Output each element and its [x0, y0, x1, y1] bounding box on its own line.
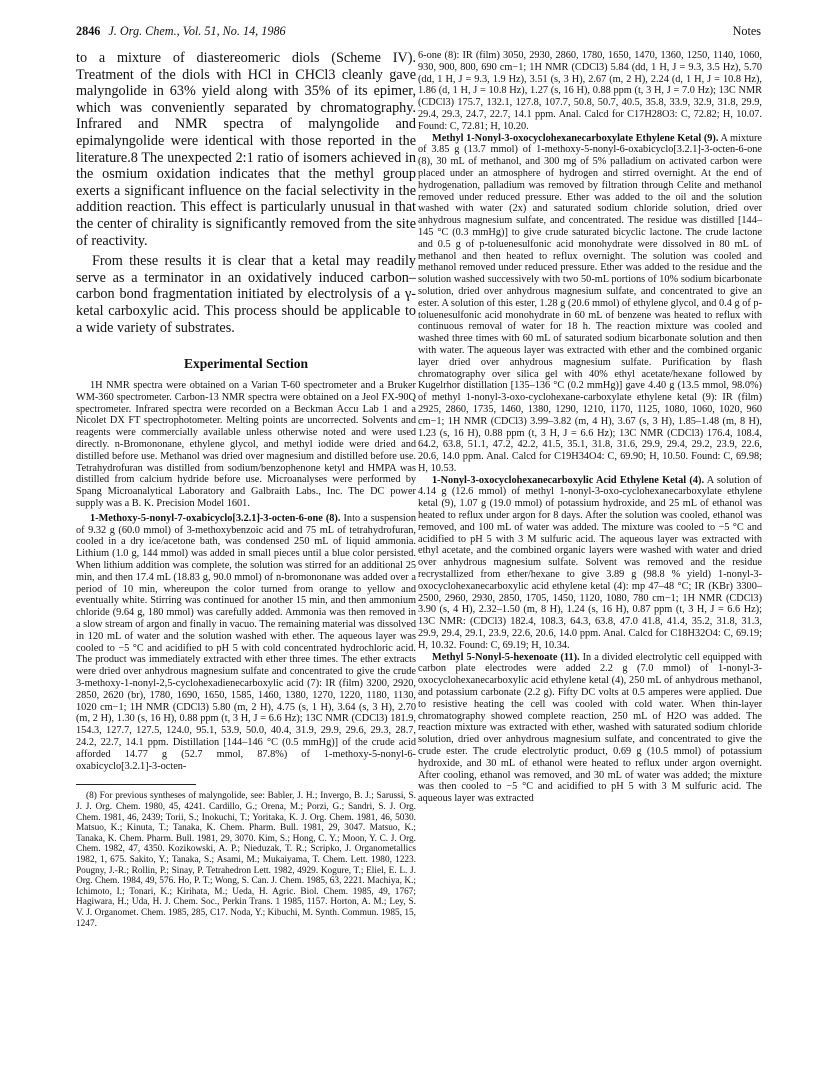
compound-11-body: In a divided electrolytic cell equipped with carbon plate electrodes were added 2.2 g (7.0 mmol) of 1-nonyl-3-oxocyclohexanecarboxylic acid ethylene ketal (4), 250 mL of anhydrous methanol, and potassium carbonate (2.2 g). Fifty DC volts at 0.5 amperes were applied. Due to resistive heating the cell was cooled with cold water. When thin-layer chromatography showed complete reaction, 250 mL of H2O was added. The reaction mixture was extracted with ether, washed with saturated sodium chloride solution, dried over anhydrous magnesium sulfate, and concentrated to give the crude ester. The crude electrolytic product, 0.69 g (10.5 mmol) of potassium hydroxide, and 30 mL of ethanol were heated to reflux under argon overnight. After cooling, ethanol was removed, and 30 mL of water was added; the mixture was then cooled to −5 °C and acidified to pH 5 with 3 M sulfuric acid. The aqueous layer was extracted	[418, 651, 762, 805]
compound-9-heading: Methyl 1-Nonyl-3-oxocyclohexanecarboxylate Ethylene Ketal (9).	[432, 132, 719, 144]
compound-9-paragraph	[418, 133, 762, 475]
header-left	[76, 24, 286, 39]
intro-paragraph-2: From these results it is clear that a ketal may readily serve as a terminator in an oxidatively induced carbon–carbon bond fragmentation initiated by electrolysis of a γ-ketal carboxylic acid. This process should be applicable to a wide variety of substrates.	[76, 253, 416, 336]
footnote-8: (8) For previous syntheses of malyngolide, see: Babler, J. H.; Invergo, B. J.; Sarussi, S. J. J. Org. Chem. 1980, 45, 4241. Cardillo, G.; Orena, M.; Porzi, G.; Sandri, S. J. Org. Chem. 1981, 46, 2439; Torii, S.; Inokuchi, T.; Yoritaka, K. J. Org. Chem. 1981, 46, 5030. Matsuo, K.; Kinuta, T.; Tanaka, K. Chem. Pharm. Bull. 1981, 29, 3047. Matsuo, K.; Tanaka, K. Chem. Pharm. Bull. 1981, 29, 3070. Kim, S.; Hong, C. Y.; Moon, Y. C. J. Org. Chem. 1982, 47, 4350. Kozikowski, A. P.; Nieduzak, T. R.; Scripko, J. Organometallics 1982, 1, 675. Sakito, Y.; Tanaka, S.; Asami, M.; Mukaiyama, T. Chem. Lett. 1980, 1223. Pougny, J.-R.; Rollin, P.; Sinay, P. Tetrahedron Lett. 1982, 4929. Kogure, T.; Eliel, E. L. J. Org. Chem. 1984, 49, 576. Ho, P. T.; Wong, S. Can. J. Chem. 1985, 63, 2221. Machiya, K.; Ichimoto, I.; Tonari, K.; Kirihata, M.; Ueda, H. Agric. Biol. Chem. 1985, 49, 1767; Hagiwara, H.; Uda, H. J. Chem. Soc., Perkin Trans. 1 1985, 1157. Horton, A. M.; Ley, S. V. J. Organomet. Chem. 1985, 285, C17. Noda, Y.; Kibuchi, M. Synth. Commun. 1985, 15, 1247.	[76, 791, 416, 929]
right-paragraph-1: 6-one (8): IR (film) 3050, 2930, 2860, 1780, 1650, 1470, 1360, 1250, 1140, 1060, 930, 900, 800, 690 cm−1; 1H NMR (CDCl3) 5.84 (dd, 1 H, J = 9.3, 3.5 Hz), 5.70 (dd, 1 H, J = 9.3, 1.9 Hz), 3.51 (s, 3 H), 2.67 (m, 2 H), 2.24 (d, 1 H, J = 10.8 Hz), 1.86 (d, 1 H, J = 10.8 Hz), 1.27 (s, 16 H), 0.88 ppm (t, 3 H, J = 7.0 Hz); 13C NMR (CDCl3) 175.7, 132.1, 127.8, 107.7, 50.8, 50.7, 40.5, 35.8, 33.9, 32.9, 31.8, 29.9, 29.4, 29.3, 24.7, 22.7, 14.1 ppm. Anal. Calcd for C17H28O3: C, 72.82; H, 10.07. Found: C, 72.81; H, 10.20.	[418, 50, 762, 132]
left-column	[76, 50, 416, 929]
compound-11-heading: Methyl 5-Nonyl-5-hexenoate (11).	[432, 651, 580, 663]
experimental-paragraph-1: 1H NMR spectra were obtained on a Varian T-60 spectrometer and a Bruker WM-360 spectrometer. Carbon-13 NMR spectra were obtained on a Jeol FX-90Q spectrometer. Infrared spectra were recorded on a Beckman Accu Lab 1 and a Nicolet DX FT spectrophotometer. Melting points are uncorrected. Solvents and reagents were commercially available unless otherwise noted and were used directly. n-Bromononane, ethylene glycol, and methyl iodide were dried and distilled before use. Methanol was dried over magnesium and distilled before use. Tetrahydrofuran was distilled from sodium/benzophenone ketyl and HMPA was distilled from calcium hydride before use. Microanalyses were performed by Spang Microanalytical Laboratory and Galbraith Labs., Inc. The DC power supply was a B. K. Precision Model 1601.	[76, 380, 416, 510]
section-heading: Experimental Section	[183, 356, 309, 372]
page-number: 2846	[76, 24, 101, 38]
footnote-rule	[76, 784, 196, 785]
compound-9-body: A mixture of 3.85 g (13.7 mmol) of 1-methoxy-5-nonyl-6-oxabicyclo[3.2.1]-3-octen-6-one (8), 30 mL of methanol, and 300 mg of 5% palladium on activated carbon were placed under an atmosphere of hydrogen and stirred overnight. At the end of hydrogenation, palladium was removed by filtration through Celite and methanol removed under reduced pressure. Ether was added to the oil and the solution washed with water (2x) and saturated sodium chloride solution, dried over anhydrous magnesium sulfate, and concentrated. The residue was distilled [144–145 °C (0.3 mmHg)] to give crude saturated bicyclic lactone. The crude lactone and 0.5 g of p-toluenesulfonic acid monohydrate were dissolved in 80 mL of methanol and then heated to reflux overnight. The solution was cooled and methanol removed under reduced pressure. Ether was added to the residue and the solution washed successively with two 50-mL portions of 10% sodium bicarbonate solution, dried over anhydrous magnesium sulfate, and concentrated to give an ester. A solution of this ester, 1.28 g (20.6 mmol) of ethylene glycol, and 0.4 g of p-toluenesulfonic acid monohydrate in 60 mL of benzene was heated to reflux with continuous removal of water for 18 h. The reaction mixture was cooled and washed three times with 60 mL of saturated sodium bicarbonate solution and then with water. The aqueous layer was extracted with ether and the combined organic layer dried over anhydrous magnesium sulfate. Purification by flash chromatography over silica gel with 40% ethyl acetate/hexane followed by Kugelrhor distillation [135–136 °C (0.2 mmHg)] gave 4.40 g (13.5 mmol, 98.0%) of methyl 1-nonyl-3-oxo-cyclohexane-carboxylate ethylene ketal (9): IR (film) 2925, 2860, 1735, 1460, 1380, 1290, 1210, 1170, 1125, 1080, 1060, 1020, 960 cm−1; 1H NMR (CDCl3) 3.99–3.82 (m, 4 H), 3.67 (s, 3 H), 1.85–1.48 (m, 8 H), 1.23 (s, 16 H), 0.88 ppm (t, 3 H, J = 6.6 Hz); 13C NMR (CDCl3) 176.4, 108.4, 64.2, 63.8, 51.1, 47.2, 42.2, 41.5, 35.1, 31.8, 31.6, 29.9, 29.4, 29.2, 23.9, 22.6, 20.6, 14.0 ppm. Anal. Calcd for C19H34O4: C, 69.90; H, 10.50. Found: C, 69.98; H, 10.53.	[418, 132, 762, 474]
compound-8-body: Into a suspension of 9.32 g (60.0 mmol) of 3-methoxybenzoic acid and 75 mL of tetrahydrofuran, cooled in a dry ice/acetone bath, was condensed 250 mL of liquid ammonia. Lithium (1.0 g, 144 mmol) was added in small pieces until a blue color persisted. When lithium addition was complete, the solution was stirred for an additional 25 min, and then 17.4 mL (18.83 g, 90.0 mmol) of n-bromononane was added over a period of 10 min, whereupon the color turned from orange to yellow and eventually white. Stirring was continued for another 15 min, and then ammonium chloride (9.64 g, 180 mmol) was carefully added. Ammonia was then removed in a slow stream of argon and finally in vacuo. The remaining material was dissolved in 120 mL of water and the solution washed with ether. The aqueous layer was cooled to −5 °C and acidified to pH 5 with cold concentrated hydrochloric acid. The product was immediately extracted with ether three times. The ether extracts were dried over anhydrous magnesium sulfate and concentrated to give the crude 3-methoxy-1-nonyl-2,5-cyclohexadienecarboxylic acid (7): IR (film) 3200, 2920, 2850, 2620 (br), 1780, 1690, 1650, 1585, 1460, 1380, 1270, 1220, 1180, 1130, 1020 cm−1; 1H NMR (CDCl3) 5.80 (m, 2 H), 4.75 (s, 1 H), 3.64 (s, 3 H), 2.70 (m, 2 H), 1.30 (s, 16 H), 0.88 ppm (t, 3 H, J = 6.6 Hz); 13C NMR (CDCl3) 181.9, 154.3, 127.7, 127.5, 124.0, 95.1, 53.9, 50.0, 40.4, 31.9, 29.9, 29.6, 29.3, 28.7, 24.2, 22.7, 14.1 ppm. Distillation [144–146 °C (0.5 mmHg)] of the crude acid afforded 14.77 g (52.7 mmol, 87.8%) of 1-methoxy-5-nonyl-6-oxabicyclo[3.2.1]-3-octen-	[76, 512, 416, 772]
experimental-paragraph-2	[76, 513, 416, 773]
compound-4-body: A solution of 4.14 g (12.6 mmol) of methyl 1-nonyl-3-oxo-cyclohexanecarboxylate ethylene ketal (9), 1.07 g (19.0 mmol) of potassium hydroxide, and 25 mL of ethanol was heated to reflux under argon for 8 days. After the solution was cooled, ethanol was removed, and 100 mL of water was added. The mixture was cooled to −5 °C and acidified to pH 5 with 3 M sulfuric acid. The aqueous layer was extracted with ethyl acetate, and the combined organic layers were washed with water and dried over anhydrous magnesium sulfate. Solvent was removed and the residue recrystallized from ether/hexane to give 3.89 g (98.8 % yield) 1-nonyl-3-oxocyclohexanecarboxylic acid ethylene ketal (4): mp 47–48 °C; IR (KBr) 3300–2500, 2960, 2930, 2850, 1705, 1450, 1120, 1080, 780 cm−1; 1H NMR (CDCl3) 3.90 (s, 4 H), 2.32–1.50 (m, 8 H), 1.24 (s, 16 H), 0.87 ppm (t, 3 H, J = 6.6 Hz); 13C NMR: (CDCl3) 182.4, 108.3, 64.3, 63.8, 47.0 41.8, 41.4, 35.2, 31.8, 31.3, 29.9, 29.4, 29.1, 23.9, 22.6, 20.6, 14.0 ppm. Anal. Calcd for C18H32O4: C, 69.19; H, 10.32. Found: C, 69.19; H, 10.34.	[418, 474, 762, 651]
compound-8-heading: 1-Methoxy-5-nonyl-7-oxabicyclo[3.2.1]-3-octen-6-one (8).	[90, 512, 341, 524]
section-label: Notes	[732, 24, 761, 38]
compound-4-paragraph	[418, 475, 762, 652]
compound-11-paragraph	[418, 652, 762, 805]
compound-4-heading: 1-Nonyl-3-oxocyclohexanecarboxylic Acid Ethylene Ketal (4).	[432, 474, 705, 486]
right-column	[418, 50, 762, 805]
running-header	[76, 24, 761, 42]
journal-citation: J. Org. Chem., Vol. 51, No. 14, 1986	[108, 24, 286, 38]
intro-paragraph-1: to a mixture of diastereomeric diols (Scheme IV). Treatment of the diols with HCl in CHCl3 cleanly gave malyngolide in 63% yield along with 35% of its epimer, which was conveniently separated by chromatography. Infrared and NMR spectra of malyngolide and epimalyngolide were identical with those reported in the literature.8 The unexpected 2:1 ratio of isomers achieved in the osmium oxidation indicates that the methyl group exerts a significant influence on the facial selectivity in the addition reaction. This effect is particularly unusual in that the center of chirality is significantly removed from the site of reactivity.	[76, 50, 416, 249]
